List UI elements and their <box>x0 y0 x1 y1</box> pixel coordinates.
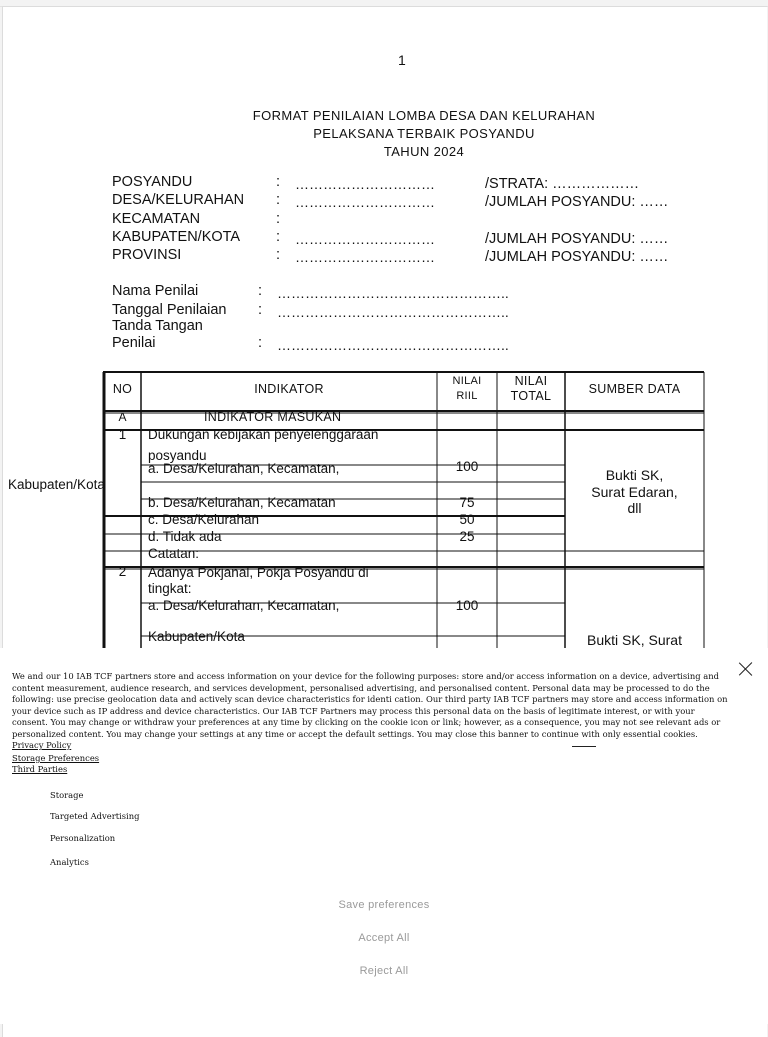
jumlah-kabupaten: /JUMLAH POSYANDU: …… <box>485 231 669 247</box>
pref-personalization: Personalization <box>50 833 116 843</box>
colon: : <box>276 229 281 245</box>
item1-source-2: Surat Edaran, <box>591 484 678 500</box>
colon: : <box>276 211 281 227</box>
label-nama-penilai: Nama Penilai <box>112 283 199 299</box>
doc-title-line1: FORMAT PENILAIAN LOMBA DESA DAN KELURAHAN <box>252 108 596 123</box>
analytics-toggle[interactable] <box>22 857 34 869</box>
cookie-consent-banner <box>0 648 768 1024</box>
item1-c-value: 50 <box>459 512 475 527</box>
label-tanda-tangan: Tanda Tangan <box>112 318 203 334</box>
third-parties-link[interactable]: Third Parties <box>12 764 68 774</box>
item2-option-a-cont: Kabupaten/Kota <box>148 629 245 644</box>
item1-option-d: d. Tidak ada <box>148 529 222 544</box>
label-desa: DESA/KELURAHAN <box>112 192 245 208</box>
colon: : <box>276 192 281 208</box>
item1-option-a-overflow: Kabupaten/Kota <box>8 477 105 492</box>
col-header-sumber-data: SUMBER DATA <box>588 382 681 396</box>
pref-analytics: Analytics <box>50 857 89 867</box>
item2-source-1: Bukti SK, Surat <box>587 632 682 648</box>
item1-source-3: dll <box>627 500 642 516</box>
close-icon[interactable] <box>738 661 754 677</box>
storage-preferences-link[interactable]: Storage Preferences <box>12 753 100 763</box>
strata-field: /STRATA: ……………… <box>485 176 640 192</box>
page-number: 1 <box>398 52 406 68</box>
dots-penilai: ………………………………………….. <box>277 337 509 353</box>
colon: : <box>276 247 281 263</box>
colon: : <box>258 283 263 299</box>
col-header-nilai-riil: NILAI RIIL <box>452 375 482 402</box>
consent-text: We and our 10 IAB TCF partners store and access information on your device for the following purposes: store and/or access information on a device, advertising and content measurement, audience research, and services development, personalised advertising, and personalised content. Personal data may be processed to do the following: use precise geolocation data and actively scan device characteristics for identi cation. Our third party IAB TCF partners may store and access information on your device such as IP address and device characteristics. Our IAB TCF Partners may process this personal data on the basis of legitimate interest, or with your consent. You may change or withdraw your preferences at any time by clicking on the cookie icon or link; however, as a consequence, you may not see relevant ads or personalized content. You may change your settings at any time or accept the default settings. You may close this banner to continue with only essential cookies. <box>12 671 728 739</box>
personalization-toggle[interactable] <box>22 833 34 845</box>
dots-posyandu: ………………………… <box>295 176 435 192</box>
label-kecamatan: KECAMATAN <box>112 211 201 227</box>
doc-title-line2: PELAKSANA TERBAIK POSYANDU <box>313 126 535 141</box>
divider-dash <box>572 746 596 747</box>
col-header-indikator: INDIKATOR <box>254 382 324 396</box>
targeted-advertising-toggle[interactable] <box>22 811 34 823</box>
privacy-policy-link[interactable]: Privacy Policy <box>12 740 72 750</box>
save-preferences-button[interactable]: Save preferences <box>338 899 430 911</box>
label-tanggal: Tanggal Penilaian <box>112 302 227 318</box>
dots-desa: ………………………… <box>295 194 435 210</box>
label-posyandu: POSYANDU <box>112 174 193 190</box>
section-a-no: A <box>118 410 127 424</box>
doc-title-line3: TAHUN 2024 <box>383 144 465 159</box>
col-header-no: NO <box>112 382 133 396</box>
item2-no: 2 <box>118 564 127 579</box>
catatan-label: Catatan: <box>148 546 200 561</box>
item2-option-a: a. Desa/Kelurahan, Kecamatan, <box>148 598 340 613</box>
item1-title-2: posyandu <box>148 448 207 463</box>
dots-nama: ………………………………………….. <box>277 285 509 301</box>
item1-source-1: Bukti SK, <box>605 467 664 483</box>
jumlah-provinsi: /JUMLAH POSYANDU: …… <box>485 249 669 265</box>
dots-kabupaten: ………………………… <box>295 231 435 247</box>
consent-description <box>12 671 730 752</box>
item1-option-c: c. Desa/Kelurahan <box>148 512 260 527</box>
item1-b-value: 75 <box>459 495 475 510</box>
reject-all-button[interactable]: Reject All <box>359 965 409 977</box>
dots-tanggal: ………………………………………….. <box>277 304 509 320</box>
jumlah-desa: /JUMLAH POSYANDU: …… <box>485 194 669 210</box>
label-provinsi: PROVINSI <box>112 247 182 263</box>
label-kabupaten: KABUPATEN/KOTA <box>112 229 241 245</box>
label-penilai: Penilai <box>112 335 156 351</box>
colon: : <box>258 302 263 318</box>
item2-title-2: tingkat: <box>148 581 192 596</box>
item2-a-value: 100 <box>455 598 479 613</box>
colon: : <box>258 335 263 351</box>
storage-toggle[interactable] <box>22 790 34 802</box>
colon: : <box>276 174 281 190</box>
pref-targeted-advertising: Targeted Advertising <box>50 811 140 821</box>
item1-option-b: b. Desa/Kelurahan, Kecamatan <box>148 495 336 510</box>
dots-provinsi: ………………………… <box>295 249 435 265</box>
item1-no: 1 <box>118 427 127 442</box>
item2-title-1: Adanya Pokjanal, Pokja Posyandu di <box>148 565 369 580</box>
col-header-nilai-total: NILAI TOTAL <box>510 374 552 403</box>
item1-title-1: Dukungan kebijakan penyelenggaraan <box>148 427 379 442</box>
pref-storage: Storage <box>50 790 84 800</box>
accept-all-button[interactable]: Accept All <box>358 932 410 944</box>
item1-d-value: 25 <box>459 529 475 544</box>
item1-option-a: a. Desa/Kelurahan, Kecamatan, <box>148 461 340 476</box>
item1-a-value: 100 <box>455 459 479 474</box>
section-a-label: INDIKATOR MASUKAN <box>204 410 342 424</box>
